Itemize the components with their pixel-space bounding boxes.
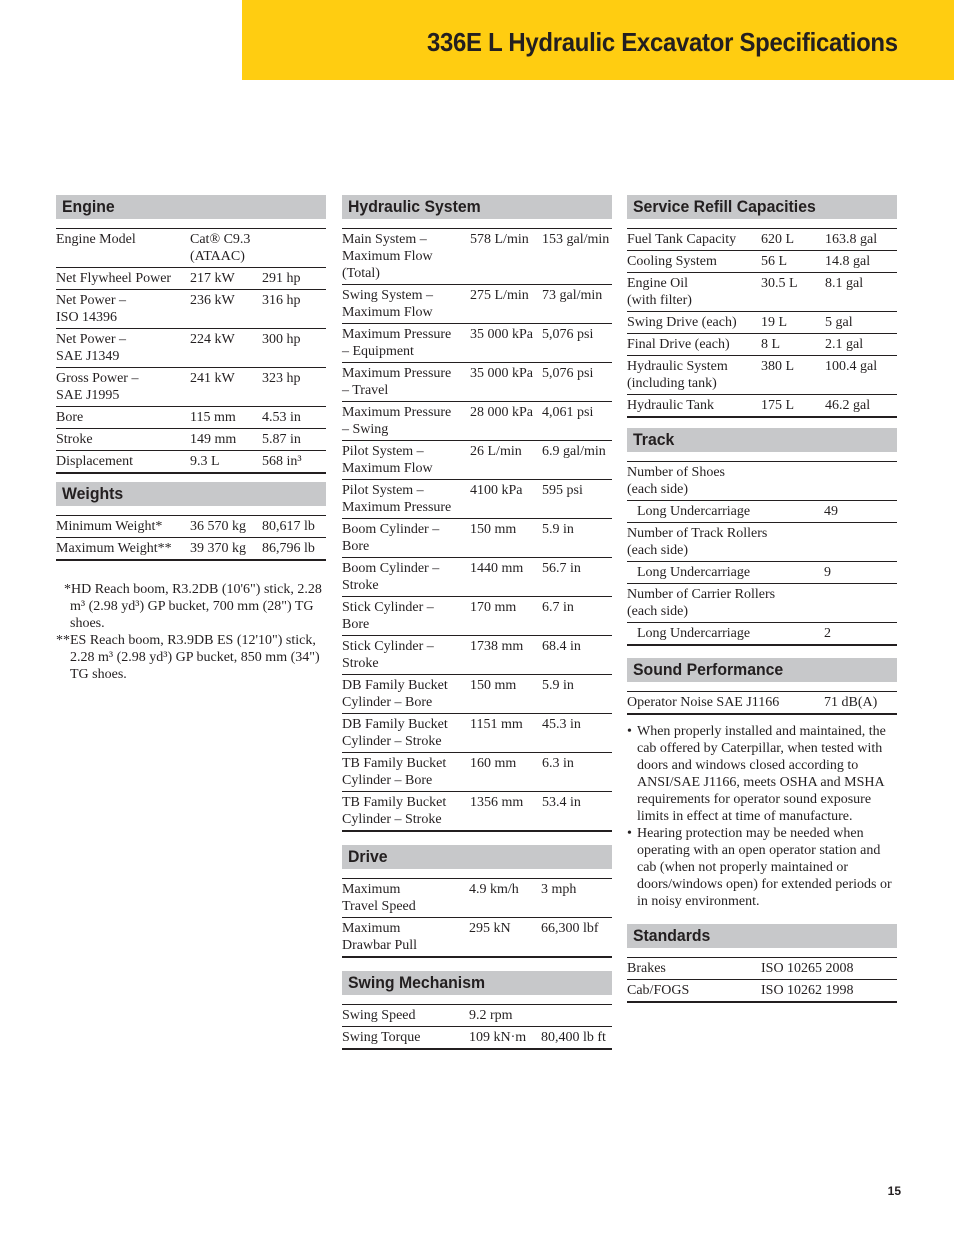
- spec-value: 46.2 gal: [825, 398, 871, 413]
- spec-value: 45.3 in: [542, 717, 581, 732]
- spec-value: 620 L: [761, 232, 795, 247]
- table-row: [342, 401, 612, 440]
- spec-value: [824, 464, 897, 498]
- spec-value: 14.8 gal: [825, 254, 871, 269]
- spec-value: 35 000 kPa: [470, 366, 533, 381]
- drive-section: [342, 845, 612, 958]
- spec-value: 275 L/min: [470, 288, 529, 303]
- spec-label: Pilot System – Maximum Pressure: [342, 483, 452, 515]
- table-row: [627, 311, 897, 333]
- spec-label: Bore: [56, 410, 84, 425]
- table-row: [342, 713, 612, 752]
- spec-value: 53.4 in: [542, 795, 581, 810]
- track-table: [627, 461, 897, 646]
- table-row: [627, 561, 897, 583]
- spec-label: Swing Speed: [342, 1008, 416, 1023]
- spec-value: 109 kN·m: [469, 1030, 527, 1045]
- sound-note: • Hearing protection may be needed when operating with an open operator station and cab (when not properly maintained or doors/windows open) for extended periods or in noisy environment.: [627, 825, 897, 910]
- spec-value: 595 psi: [542, 483, 583, 498]
- spec-label: Main System – Maximum Flow (Total): [342, 232, 433, 281]
- spec-value: 66,300 lbf: [541, 921, 599, 936]
- spec-value: 80,617 lb: [262, 519, 315, 534]
- spec-label: Minimum Weight*: [56, 519, 163, 534]
- table-row: [627, 500, 897, 522]
- table-row: [56, 537, 326, 559]
- page-number: 15: [887, 1184, 901, 1198]
- spec-value: 5 gal: [825, 315, 853, 330]
- spec-value: 49: [824, 504, 838, 519]
- sound-section: [627, 658, 897, 910]
- spec-value: 224 kW: [190, 332, 235, 347]
- spec-value: 9.3 L: [190, 454, 220, 469]
- spec-label: Number of Carrier Rollers (each side): [627, 587, 776, 619]
- section-heading: Sound Performance: [627, 658, 897, 684]
- title-banner: [242, 0, 954, 80]
- table-row: [56, 406, 326, 428]
- table-row: [627, 333, 897, 355]
- spec-label: Final Drive (each): [627, 337, 730, 352]
- spec-value: 5.9 in: [542, 678, 574, 693]
- spec-label: Stroke: [56, 432, 93, 447]
- spec-value: 217 kW: [190, 271, 235, 286]
- spec-value: 5,076 psi: [542, 366, 594, 381]
- spec-label: Swing Drive (each): [627, 315, 737, 330]
- spec-value: Cat® C9.3 (ATAAC): [190, 232, 251, 264]
- spec-value: 8 L: [761, 337, 781, 352]
- spec-label: DB Family Bucket Cylinder – Bore: [342, 678, 448, 710]
- spec-value: 153 gal/min: [542, 232, 610, 247]
- spec-value: 3 mph: [541, 882, 577, 897]
- spec-value: 568 in³: [262, 454, 302, 469]
- table-row: [627, 692, 897, 713]
- spec-label: Cooling System: [627, 254, 717, 269]
- table-row: [342, 557, 612, 596]
- table-row: [627, 462, 897, 500]
- spec-value: 71 dB(A): [824, 695, 878, 710]
- spec-value: 80,400 lb ft: [541, 1030, 606, 1045]
- spec-value: 1440 mm: [470, 561, 524, 576]
- spec-label: Net Flywheel Power: [56, 271, 172, 286]
- spec-label: Maximum Pressure – Swing: [342, 405, 452, 437]
- table-row: [56, 229, 326, 267]
- spec-label: Gross Power – SAE J1995: [56, 371, 139, 403]
- spec-value: 316 hp: [262, 293, 301, 308]
- column-right: [627, 195, 897, 1011]
- spec-value: 323 hp: [262, 371, 301, 386]
- spec-value: [541, 1007, 612, 1024]
- table-row: [627, 522, 897, 561]
- spec-label: Engine Model: [56, 232, 136, 247]
- table-row: [342, 635, 612, 674]
- table-row: [56, 516, 326, 537]
- spec-value: ISO 10262 1998: [761, 983, 854, 998]
- spec-value: 28 000 kPa: [470, 405, 533, 420]
- spec-label: Boom Cylinder – Stroke: [342, 561, 440, 593]
- spec-value: 236 kW: [190, 293, 235, 308]
- table-row: [342, 1005, 612, 1026]
- spec-value: 2.1 gal: [825, 337, 864, 352]
- spec-label: Number of Shoes (each side): [627, 465, 725, 497]
- spec-value: 6.7 in: [542, 600, 574, 615]
- table-row: [342, 752, 612, 791]
- weights-table: [56, 515, 326, 561]
- column-middle: [342, 195, 612, 1058]
- column-left: [56, 195, 326, 691]
- spec-value: ISO 10265 2008: [761, 961, 854, 976]
- spec-value: 1151 mm: [470, 717, 523, 732]
- section-heading: Hydraulic System: [342, 195, 612, 221]
- table-row: [56, 289, 326, 328]
- spec-value: 36 570 kg: [190, 519, 246, 534]
- spec-label: Long Undercarriage: [637, 504, 751, 519]
- sound-note: • When properly installed and maintained, the cab offered by Caterpillar, when tested with doors and windows closed according to ANSI/SAE J1166, meets OSHA and MSHA requirements for operator sound exposure limits in effect at time of manufacture.: [627, 723, 897, 825]
- spec-label: TB Family Bucket Cylinder – Stroke: [342, 795, 447, 827]
- spec-value: 4,061 psi: [542, 405, 594, 420]
- drive-table: [342, 878, 612, 958]
- spec-value: 2: [824, 626, 831, 641]
- spec-label: DB Family Bucket Cylinder – Stroke: [342, 717, 448, 749]
- table-row: [342, 362, 612, 401]
- spec-value: 578 L/min: [470, 232, 529, 247]
- table-row: [627, 272, 897, 311]
- table-row: [56, 450, 326, 472]
- spec-value: 175 L: [761, 398, 795, 413]
- spec-label: Hydraulic System (including tank): [627, 359, 728, 391]
- table-row: [56, 367, 326, 406]
- table-row: [342, 440, 612, 479]
- spec-value: 150 mm: [470, 522, 517, 537]
- spec-value: 380 L: [761, 359, 795, 374]
- spec-label: Stick Cylinder – Stroke: [342, 639, 434, 671]
- spec-value: 163.8 gal: [825, 232, 878, 247]
- spec-label: Maximum Weight**: [56, 541, 172, 556]
- refill-section: [627, 195, 897, 418]
- spec-value: 5.87 in: [262, 432, 301, 447]
- spec-value: 5.9 in: [542, 522, 574, 537]
- spec-value: 295 kN: [469, 921, 511, 936]
- table-row: [342, 674, 612, 713]
- spec-label: Cab/FOGS: [627, 983, 690, 998]
- spec-value: 150 mm: [470, 678, 517, 693]
- spec-value: 149 mm: [190, 432, 237, 447]
- table-row: [342, 323, 612, 362]
- spec-label: Swing Torque: [342, 1030, 421, 1045]
- spec-value: 68.4 in: [542, 639, 581, 654]
- spec-value: 300 hp: [262, 332, 301, 347]
- table-row: [627, 583, 897, 622]
- spec-value: 1356 mm: [470, 795, 524, 810]
- table-row: [342, 518, 612, 557]
- table-row: [56, 267, 326, 289]
- table-row: [627, 250, 897, 272]
- spec-label: Brakes: [627, 961, 666, 976]
- spec-value: 56 L: [761, 254, 788, 269]
- engine-table: [56, 228, 326, 474]
- spec-value: 56.7 in: [542, 561, 581, 576]
- table-row: [342, 917, 612, 956]
- spec-value: 4.53 in: [262, 410, 301, 425]
- spec-value: 9: [824, 565, 831, 580]
- section-heading: Swing Mechanism: [342, 971, 612, 997]
- spec-label: Swing System – Maximum Flow: [342, 288, 434, 320]
- table-row: [56, 428, 326, 450]
- spec-value: 170 mm: [470, 600, 517, 615]
- spec-label: Long Undercarriage: [637, 626, 751, 641]
- standards-table: [627, 957, 897, 1003]
- table-row: [627, 622, 897, 644]
- footnotes: [56, 581, 326, 683]
- sound-table: [627, 691, 897, 715]
- spec-value: [824, 586, 897, 620]
- table-row: [627, 979, 897, 1001]
- spec-value: 26 L/min: [470, 444, 522, 459]
- spec-value: 4100 kPa: [470, 483, 523, 498]
- table-row: [56, 328, 326, 367]
- footnote: *HD Reach boom, R3.2DB (10'6") stick, 2.28 m³ (2.98 yd³) GP bucket, 700 mm (28") TG shoes.: [64, 582, 322, 631]
- hydraulic-section: [342, 195, 612, 832]
- table-row: [627, 229, 897, 250]
- spec-value: 6.9 gal/min: [542, 444, 606, 459]
- spec-value: 1738 mm: [470, 639, 524, 654]
- table-row: [342, 479, 612, 518]
- page-title: 336E L Hydraulic Excavator Specifications: [427, 27, 898, 57]
- refill-table: [627, 228, 897, 418]
- spec-label: TB Family Bucket Cylinder – Bore: [342, 756, 447, 788]
- standards-section: [627, 924, 897, 1003]
- spec-label: Pilot System – Maximum Flow: [342, 444, 433, 476]
- spec-value: 6.3 in: [542, 756, 574, 771]
- track-section: [627, 428, 897, 646]
- engine-section: [56, 195, 326, 474]
- spec-label: Hydraulic Tank: [627, 398, 715, 413]
- spec-value: 30.5 L: [761, 276, 798, 291]
- spec-label: Maximum Travel Speed: [342, 882, 416, 914]
- table-row: [342, 879, 612, 917]
- spec-label: Net Power – ISO 14396: [56, 293, 126, 325]
- spec-value: 86,796 lb: [262, 541, 315, 556]
- section-heading: Track: [627, 428, 897, 454]
- spec-label: Stick Cylinder – Bore: [342, 600, 434, 632]
- table-row: [342, 596, 612, 635]
- table-row: [342, 284, 612, 323]
- table-row: [627, 958, 897, 979]
- spec-value: 73 gal/min: [542, 288, 603, 303]
- spec-value: 8.1 gal: [825, 276, 864, 291]
- spec-value: 19 L: [761, 315, 788, 330]
- table-row: [627, 355, 897, 394]
- spec-label: Fuel Tank Capacity: [627, 232, 737, 247]
- swing-section: [342, 971, 612, 1050]
- spec-label: Number of Track Rollers (each side): [627, 526, 768, 558]
- table-row: [342, 229, 612, 284]
- spec-label: Maximum Pressure – Equipment: [342, 327, 452, 359]
- spec-label: Engine Oil (with filter): [627, 276, 692, 308]
- spec-label: Net Power – SAE J1349: [56, 332, 126, 364]
- spec-value: 35 000 kPa: [470, 327, 533, 342]
- spec-value: 241 kW: [190, 371, 235, 386]
- sound-notes: [627, 723, 897, 910]
- spec-value: 115 mm: [190, 410, 236, 425]
- spec-label: Long Undercarriage: [637, 565, 751, 580]
- weights-section: [56, 482, 326, 683]
- spec-label: Maximum Pressure – Travel: [342, 366, 452, 398]
- spec-value: 4.9 km/h: [469, 882, 519, 897]
- spec-label: Maximum Drawbar Pull: [342, 921, 418, 953]
- spec-value: [824, 525, 897, 559]
- table-row: [627, 394, 897, 416]
- section-heading: Service Refill Capacities: [627, 195, 897, 221]
- section-heading: Drive: [342, 845, 612, 871]
- spec-label: Displacement: [56, 454, 133, 469]
- section-heading: Standards: [627, 924, 897, 950]
- table-row: [342, 1026, 612, 1048]
- spec-value: 100.4 gal: [825, 359, 878, 374]
- spec-value: 160 mm: [470, 756, 517, 771]
- spec-value: 291 hp: [262, 271, 301, 286]
- spec-value: 9.2 rpm: [469, 1008, 513, 1023]
- footnote: **ES Reach boom, R3.9DB ES (12'10") stick, 2.28 m³ (2.98 yd³) GP bucket, 850 mm (34") TG shoes.: [56, 633, 320, 682]
- spec-value: 5,076 psi: [542, 327, 594, 342]
- spec-label: Boom Cylinder – Bore: [342, 522, 440, 554]
- swing-table: [342, 1004, 612, 1050]
- spec-value: 39 370 kg: [190, 541, 246, 556]
- spec-label: Operator Noise SAE J1166: [627, 695, 780, 710]
- section-heading: Engine: [56, 195, 326, 221]
- table-row: [342, 791, 612, 830]
- hydraulic-table: [342, 228, 612, 832]
- spec-value: [262, 231, 326, 265]
- section-heading: Weights: [56, 482, 326, 508]
